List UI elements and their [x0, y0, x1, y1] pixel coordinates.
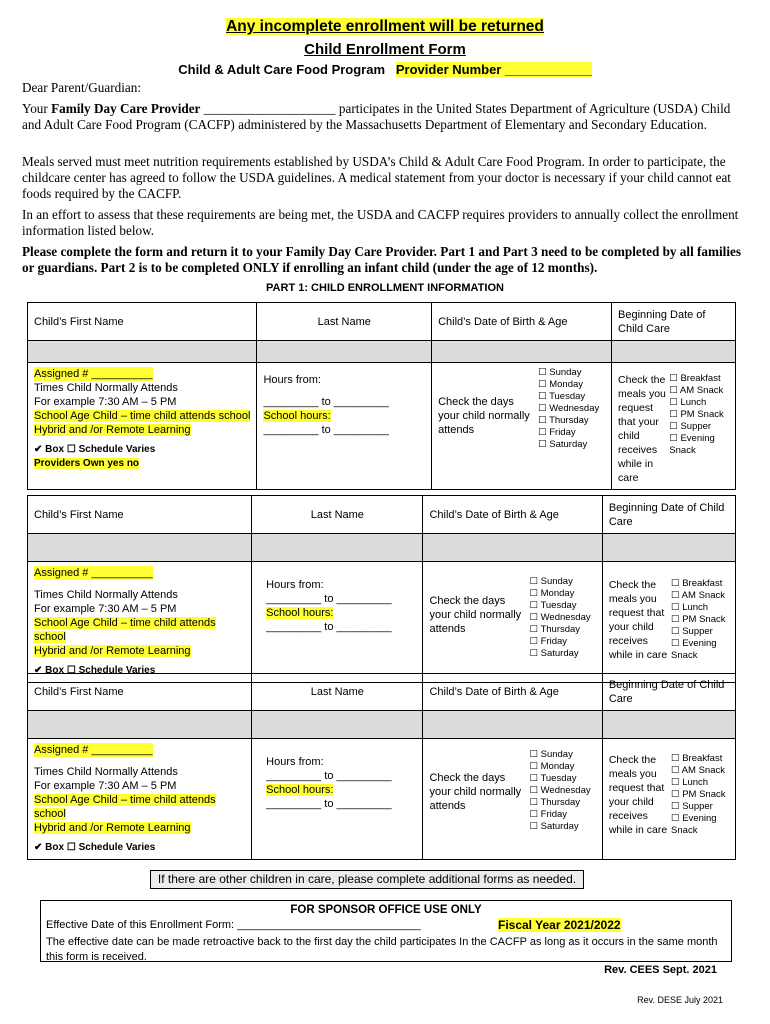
last-name-header: Last Name: [252, 674, 423, 711]
day-friday-checkbox[interactable]: ☐ Friday: [529, 636, 568, 647]
day-saturday-checkbox[interactable]: ☐ Saturday: [529, 648, 579, 659]
part1-title: PART 1: CHILD ENROLLMENT INFORMATION: [266, 282, 504, 294]
meal-evening-snack-checkbox[interactable]: ☐ Evening Snack: [669, 433, 715, 456]
form-title: Child Enrollment Form: [304, 41, 466, 58]
revision-dese: Rev. DESE July 2021: [637, 995, 723, 1005]
day-friday-checkbox[interactable]: ☐ Friday: [538, 427, 576, 438]
day-tuesday-checkbox[interactable]: ☐ Tuesday: [529, 773, 577, 784]
begin-date-input[interactable]: [602, 534, 735, 562]
day-monday-checkbox[interactable]: ☐ Monday: [529, 761, 575, 772]
day-wednesday-checkbox[interactable]: ☐ Wednesday: [538, 403, 600, 414]
meal-pm-snack-checkbox[interactable]: ☐ PM Snack: [671, 614, 726, 625]
box-checkbox[interactable]: ✔ Box: [34, 665, 65, 676]
day-wednesday-checkbox[interactable]: ☐ Wednesday: [529, 612, 591, 623]
days-cell: Check the days your child normally attends ☐ Sunday ☐ Monday ☐ Tuesday ☐ Wednesday ☐ Thursday ☐ Friday ☐ Saturday: [432, 363, 612, 490]
checkbox-icon[interactable]: ☐: [66, 444, 76, 455]
day-saturday-checkbox[interactable]: ☐ Saturday: [529, 821, 579, 832]
checkbox-icon[interactable]: ☐: [66, 665, 76, 676]
day-saturday-checkbox[interactable]: ☐ Saturday: [538, 439, 588, 450]
school-hours-input[interactable]: _________ to _________: [263, 424, 389, 436]
assigned-number-field[interactable]: Assigned # __________: [34, 567, 153, 579]
program-line: [0, 62, 770, 77]
sponsor-office-box: [40, 900, 732, 962]
begin-date-input[interactable]: [602, 711, 735, 739]
fiscal-year: Fiscal Year 2021/2022: [498, 918, 621, 932]
meals-cell: Check the meals you request that your child receives while in care ☐ Breakfast ☐ AM Snack ☐ Lunch ☐ PM Snack ☐ Supper ☐ Evening Snack: [602, 562, 735, 683]
meal-lunch-checkbox[interactable]: ☐ Lunch: [671, 602, 709, 613]
meal-am-snack-checkbox[interactable]: ☐ AM Snack: [669, 385, 724, 396]
meal-am-snack-checkbox[interactable]: ☐ AM Snack: [671, 765, 725, 776]
hours-from-input[interactable]: _________ to _________: [266, 593, 392, 605]
hours-from-input[interactable]: _________ to _________: [263, 396, 389, 408]
last-name-header: Last Name: [252, 496, 423, 534]
hours-cell: Hours from: _________ to _________ School hours: _________ to _________: [252, 562, 423, 683]
assessment-paragraph: In an effort to assess that these requirements are being met, the USDA and CACFP requires providers to annually collect the enrollment information listed below.: [22, 207, 739, 238]
attendance-cell: Assigned # __________ Times Child Normally Attends For example 7:30 AM – 5 PM School Age Child – time child attends school Hybrid and /or Remote Learning ✔ Box ☐ Schedule Varies Providers Own yes no: [28, 363, 257, 490]
meal-supper-checkbox[interactable]: ☐ Supper: [669, 421, 712, 432]
child-entry-2: [27, 495, 736, 683]
intro-paragraph: Your Family Day Care Provider ____________________ participates in the United States Department of Agriculture (USDA) Child and Adult Care Food Program (CACFP) administered by the Massachusetts Department of Elementary and Secondary Education.: [22, 101, 731, 132]
meal-pm-snack-checkbox[interactable]: ☐ PM Snack: [671, 789, 726, 800]
first-name-header: Child’s First Name: [28, 674, 252, 711]
meal-breakfast-checkbox[interactable]: ☐ Breakfast: [669, 373, 721, 384]
revision-cees: Rev. CEES Sept. 2021: [604, 964, 717, 976]
day-sunday-checkbox[interactable]: ☐ Sunday: [529, 576, 573, 587]
begin-date-header: Beginning Date of Child Care: [602, 674, 735, 711]
days-cell: Check the days your child normally attends ☐ Sunday ☐ Monday ☐ Tuesday ☐ Wednesday ☐ Thursday ☐ Friday ☐ Saturday: [423, 739, 602, 860]
child-entry-3: [27, 673, 736, 860]
day-tuesday-checkbox[interactable]: ☐ Tuesday: [538, 391, 586, 402]
program-name: Child & Adult Care Food Program: [178, 62, 386, 77]
day-thursday-checkbox[interactable]: ☐ Thursday: [529, 624, 581, 635]
first-name-header: Child’s First Name: [28, 303, 257, 341]
meal-evening-snack-checkbox[interactable]: ☐ Evening Snack: [671, 813, 717, 836]
providers-own-field[interactable]: Providers Own yes no: [34, 458, 140, 469]
meal-pm-snack-checkbox[interactable]: ☐ PM Snack: [669, 409, 724, 420]
day-monday-checkbox[interactable]: ☐ Monday: [529, 588, 575, 599]
retroactive-note: The effective date can be made retroactive back to the first day the child participates In the CACFP as long as it occurs in the same month this form is received.: [46, 936, 718, 963]
first-name-input[interactable]: [28, 341, 257, 363]
meal-supper-checkbox[interactable]: ☐ Supper: [671, 801, 713, 812]
hours-cell: Hours from: _________ to _________ School hours: _________ to _________: [252, 739, 423, 860]
nutrition-paragraph: Meals served must meet nutrition requirements established by USDA’s Child & Adult Care Food Program. In order to participate, the childcare center has agreed to follow the USDA guidelines. A medical statement from your doctor is necessary if your child cannot eat foods required by the CACFP.: [22, 154, 731, 201]
box-checkbox[interactable]: ✔ Box: [34, 444, 65, 455]
meal-lunch-checkbox[interactable]: ☐ Lunch: [671, 777, 709, 788]
sponsor-title: FOR SPONSOR OFFICE USE ONLY: [290, 904, 482, 916]
last-name-input[interactable]: [252, 534, 423, 562]
child-entry-1: [27, 302, 736, 490]
day-friday-checkbox[interactable]: ☐ Friday: [529, 809, 568, 820]
dob-header: Child’s Date of Birth & Age: [423, 674, 602, 711]
day-sunday-checkbox[interactable]: ☐ Sunday: [538, 367, 582, 378]
days-cell: Check the days your child normally attends ☐ Sunday ☐ Monday ☐ Tuesday ☐ Wednesday ☐ Thursday ☐ Friday ☐ Saturday: [423, 562, 602, 683]
last-name-header: Last Name: [257, 303, 432, 341]
meal-breakfast-checkbox[interactable]: ☐ Breakfast: [671, 578, 723, 589]
instructions-paragraph: Please complete the form and return it to your Family Day Care Provider. Part 1 and Part 3 need to be completed by all families or guardians. Part 2 is to be completed ONLY if enrolling an infant child (under the age of 12 months).: [22, 244, 741, 275]
day-wednesday-checkbox[interactable]: ☐ Wednesday: [529, 785, 591, 796]
attendance-cell: Assigned # __________ Times Child Normally Attends For example 7:30 AM – 5 PM School Age Child – time child attends school Hybrid and /or Remote Learning ✔ Box ☐ Schedule Varies: [28, 562, 252, 683]
first-name-header: Child’s First Name: [28, 496, 252, 534]
hours-cell: Hours from: _________ to _________ School hours: _________ to _________: [257, 363, 432, 490]
day-tuesday-checkbox[interactable]: ☐ Tuesday: [529, 600, 577, 611]
box-checkbox[interactable]: ✔ Box: [34, 842, 65, 853]
hours-from-input[interactable]: _________ to _________: [266, 770, 392, 782]
day-sunday-checkbox[interactable]: ☐ Sunday: [529, 749, 573, 760]
school-hours-input[interactable]: _________ to _________: [266, 798, 392, 810]
meal-evening-snack-checkbox[interactable]: ☐ Evening Snack: [671, 638, 717, 661]
dob-input[interactable]: [423, 534, 602, 562]
begin-date-input[interactable]: [612, 341, 736, 363]
salutation: Dear Parent/Guardian:: [22, 80, 142, 95]
dob-input[interactable]: [432, 341, 612, 363]
meal-supper-checkbox[interactable]: ☐ Supper: [671, 626, 713, 637]
meals-cell: Check the meals you request that your child receives while in care ☐ Breakfast ☐ AM Snack ☐ Lunch ☐ PM Snack ☐ Supper ☐ Evening Snack: [612, 363, 736, 490]
meal-breakfast-checkbox[interactable]: ☐ Breakfast: [671, 753, 723, 764]
begin-date-header: Beginning Date of Child Care: [612, 303, 736, 341]
checkbox-icon[interactable]: ☐: [66, 842, 76, 853]
attendance-cell: Assigned # __________ Times Child Normally Attends For example 7:30 AM – 5 PM School Age Child – time child attends school Hybrid and /or Remote Learning ✔ Box ☐ Schedule Varies: [28, 739, 252, 860]
last-name-input[interactable]: [252, 711, 423, 739]
meals-cell: Check the meals you request that your child receives while in care ☐ Breakfast ☐ AM Snack ☐ Lunch ☐ PM Snack ☐ Supper ☐ Evening Snack: [602, 739, 735, 860]
first-name-input[interactable]: [28, 711, 252, 739]
other-children-note: If there are other children in care, please complete additional forms as needed.: [150, 870, 584, 889]
first-name-input[interactable]: [28, 534, 252, 562]
begin-date-header: Beginning Date of Child Care: [602, 496, 735, 534]
meal-lunch-checkbox[interactable]: ☐ Lunch: [669, 397, 707, 408]
day-monday-checkbox[interactable]: ☐ Monday: [538, 379, 584, 390]
effective-date-field[interactable]: Effective Date of this Enrollment Form: ______________________________: [46, 919, 421, 931]
dob-input[interactable]: [423, 711, 602, 739]
day-thursday-checkbox[interactable]: ☐ Thursday: [529, 797, 581, 808]
dob-header: Child’s Date of Birth & Age: [432, 303, 612, 341]
dob-header: Child’s Date of Birth & Age: [423, 496, 602, 534]
assigned-number-field[interactable]: Assigned # __________: [34, 744, 153, 756]
day-thursday-checkbox[interactable]: ☐ Thursday: [538, 415, 589, 426]
school-hours-input[interactable]: _________ to _________: [266, 621, 392, 633]
assigned-number-field[interactable]: Assigned # __________: [34, 368, 153, 380]
incomplete-warning-banner: Any incomplete enrollment will be returned: [226, 18, 544, 35]
last-name-input[interactable]: [257, 341, 432, 363]
provider-number-field[interactable]: Provider Number ____________: [395, 62, 592, 77]
meal-am-snack-checkbox[interactable]: ☐ AM Snack: [671, 590, 725, 601]
